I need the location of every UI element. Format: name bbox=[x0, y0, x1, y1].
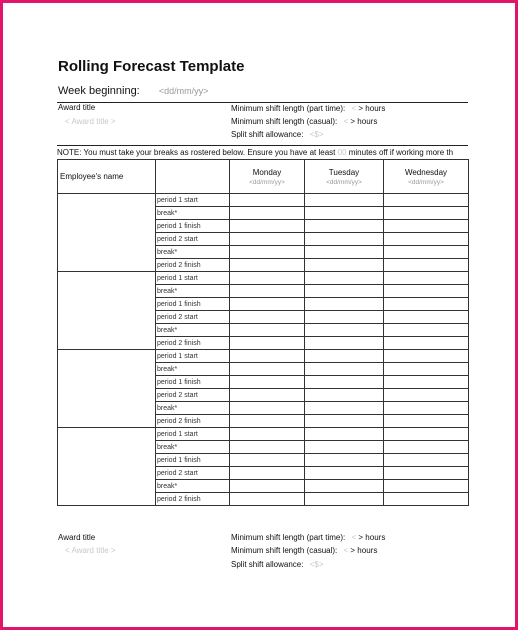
table-header-row bbox=[58, 160, 469, 194]
period-label: break* bbox=[156, 207, 230, 220]
table-row bbox=[58, 324, 469, 337]
employee-name-cell[interactable] bbox=[58, 493, 156, 506]
time-cell[interactable] bbox=[230, 233, 305, 246]
employee-name-cell[interactable] bbox=[58, 402, 156, 415]
period-label: period 2 start bbox=[156, 389, 230, 402]
period-label: period 2 finish bbox=[156, 337, 230, 350]
employee-name-cell[interactable] bbox=[58, 285, 156, 298]
time-cell[interactable] bbox=[305, 220, 384, 233]
day-name: Tuesday bbox=[328, 167, 360, 177]
roster-body bbox=[58, 194, 469, 506]
time-cell[interactable] bbox=[305, 311, 384, 324]
day-date-placeholder[interactable]: <dd/mm/yy> bbox=[249, 178, 285, 186]
period-label: period 2 finish bbox=[156, 493, 230, 506]
time-cell[interactable] bbox=[384, 285, 469, 298]
period-label: break* bbox=[156, 246, 230, 259]
table-row bbox=[58, 220, 469, 233]
day-header-wednesday bbox=[384, 160, 469, 194]
info-placeholder[interactable]: < bbox=[343, 546, 349, 555]
time-cell[interactable] bbox=[230, 272, 305, 285]
table-row bbox=[58, 207, 469, 220]
employee-name-cell[interactable] bbox=[58, 441, 156, 454]
info-label: Minimum shift length (casual): bbox=[231, 117, 338, 126]
period-label: break* bbox=[156, 441, 230, 454]
employee-name-cell[interactable] bbox=[58, 454, 156, 467]
table-row bbox=[58, 402, 469, 415]
award-title-label: Award title bbox=[58, 103, 96, 112]
time-cell[interactable] bbox=[305, 480, 384, 493]
time-cell[interactable] bbox=[230, 350, 305, 363]
time-cell[interactable] bbox=[384, 194, 469, 207]
period-label: period 2 finish bbox=[156, 415, 230, 428]
bottom-min-shift-casual bbox=[231, 546, 377, 555]
time-cell[interactable] bbox=[230, 389, 305, 402]
info-suffix: > hours bbox=[350, 117, 378, 126]
period-label: period 1 finish bbox=[156, 220, 230, 233]
table-row bbox=[58, 259, 469, 272]
time-cell[interactable] bbox=[384, 493, 469, 506]
time-cell[interactable] bbox=[305, 454, 384, 467]
time-cell[interactable] bbox=[230, 376, 305, 389]
time-cell[interactable] bbox=[305, 324, 384, 337]
time-cell[interactable] bbox=[230, 480, 305, 493]
employee-name-cell[interactable] bbox=[58, 415, 156, 428]
time-cell[interactable] bbox=[305, 194, 384, 207]
time-cell[interactable] bbox=[384, 259, 469, 272]
info-label: Split shift allowance: bbox=[231, 130, 304, 139]
info-label: Minimum shift length (part time): bbox=[231, 104, 346, 113]
table-row bbox=[58, 285, 469, 298]
period-label: break* bbox=[156, 285, 230, 298]
employee-name-cell[interactable] bbox=[58, 207, 156, 220]
time-cell[interactable] bbox=[230, 220, 305, 233]
time-cell[interactable] bbox=[305, 402, 384, 415]
time-cell[interactable] bbox=[384, 324, 469, 337]
period-label: break* bbox=[156, 363, 230, 376]
roster-table bbox=[57, 159, 469, 506]
time-cell[interactable] bbox=[305, 207, 384, 220]
time-cell[interactable] bbox=[305, 428, 384, 441]
period-header-blank bbox=[156, 160, 230, 194]
employee-name-cell[interactable] bbox=[58, 428, 156, 441]
info-placeholder[interactable]: < bbox=[351, 533, 357, 542]
employee-name-cell[interactable] bbox=[58, 272, 156, 285]
employee-name-cell[interactable] bbox=[58, 220, 156, 233]
table-row bbox=[58, 376, 469, 389]
table-row bbox=[58, 350, 469, 363]
table-row bbox=[58, 454, 469, 467]
note-suffix: minutes off if working more th bbox=[346, 148, 454, 157]
time-cell[interactable] bbox=[305, 415, 384, 428]
table-row bbox=[58, 493, 469, 506]
employee-name-cell[interactable] bbox=[58, 259, 156, 272]
bottom-min-shift-part-time bbox=[231, 533, 385, 542]
period-label: break* bbox=[156, 480, 230, 493]
time-cell[interactable] bbox=[305, 376, 384, 389]
week-label: Week beginning: bbox=[58, 85, 140, 97]
info-suffix: > hours bbox=[350, 546, 378, 555]
time-cell[interactable] bbox=[230, 311, 305, 324]
min-shift-casual bbox=[231, 117, 377, 126]
divider-top bbox=[57, 102, 468, 103]
table-row bbox=[58, 246, 469, 259]
time-cell[interactable] bbox=[230, 207, 305, 220]
time-cell[interactable] bbox=[384, 389, 469, 402]
table-row bbox=[58, 480, 469, 493]
table-row bbox=[58, 441, 469, 454]
time-cell[interactable] bbox=[230, 324, 305, 337]
time-cell[interactable] bbox=[230, 428, 305, 441]
time-cell[interactable] bbox=[230, 402, 305, 415]
employee-name-cell[interactable] bbox=[58, 298, 156, 311]
time-cell[interactable] bbox=[384, 272, 469, 285]
info-placeholder[interactable]: < bbox=[351, 104, 357, 113]
divider-note bbox=[57, 145, 468, 146]
period-label: period 2 finish bbox=[156, 259, 230, 272]
employee-name-cell[interactable] bbox=[58, 363, 156, 376]
time-cell[interactable] bbox=[384, 337, 469, 350]
time-cell[interactable] bbox=[384, 220, 469, 233]
period-label: period 1 finish bbox=[156, 454, 230, 467]
info-placeholder[interactable]: <$> bbox=[309, 560, 324, 569]
time-cell[interactable] bbox=[384, 415, 469, 428]
info-suffix: > hours bbox=[358, 533, 386, 542]
bottom-award-title-label: Award title bbox=[58, 533, 96, 542]
note-prefix: NOTE: You must take your breaks as rostered below. Ensure you have at least bbox=[57, 148, 338, 157]
period-label: period 2 start bbox=[156, 233, 230, 246]
week-beginning bbox=[58, 85, 208, 97]
time-cell[interactable] bbox=[384, 441, 469, 454]
table-row bbox=[58, 389, 469, 402]
employee-name-header: Employee's name bbox=[58, 160, 156, 194]
period-label: period 1 start bbox=[156, 272, 230, 285]
employee-name-cell[interactable] bbox=[58, 233, 156, 246]
time-cell[interactable] bbox=[384, 428, 469, 441]
time-cell[interactable] bbox=[305, 389, 384, 402]
time-cell[interactable] bbox=[305, 298, 384, 311]
time-cell[interactable] bbox=[230, 259, 305, 272]
time-cell[interactable] bbox=[305, 493, 384, 506]
time-cell[interactable] bbox=[384, 207, 469, 220]
bottom-split-shift-allowance bbox=[231, 560, 324, 569]
day-header-monday bbox=[230, 160, 305, 194]
table-row bbox=[58, 415, 469, 428]
info-label: Split shift allowance: bbox=[231, 560, 304, 569]
time-cell[interactable] bbox=[230, 337, 305, 350]
time-cell[interactable] bbox=[384, 480, 469, 493]
bottom-award-title-placeholder[interactable]: < Award title > bbox=[65, 546, 116, 555]
time-cell[interactable] bbox=[384, 350, 469, 363]
table-row bbox=[58, 337, 469, 350]
time-cell[interactable] bbox=[230, 415, 305, 428]
time-cell[interactable] bbox=[305, 363, 384, 376]
info-placeholder[interactable]: < bbox=[343, 117, 349, 126]
period-label: period 1 start bbox=[156, 350, 230, 363]
period-label: period 2 start bbox=[156, 311, 230, 324]
time-cell[interactable] bbox=[384, 246, 469, 259]
time-cell[interactable] bbox=[305, 285, 384, 298]
employee-name-cell[interactable] bbox=[58, 337, 156, 350]
min-shift-part-time bbox=[231, 104, 385, 113]
info-label: Minimum shift length (casual): bbox=[231, 546, 338, 555]
employee-name-cell[interactable] bbox=[58, 467, 156, 480]
time-cell[interactable] bbox=[384, 454, 469, 467]
period-label: period 2 start bbox=[156, 467, 230, 480]
week-date-placeholder[interactable]: <dd/mm/yy> bbox=[158, 86, 209, 96]
info-placeholder[interactable]: <$> bbox=[309, 130, 324, 139]
employee-name-cell[interactable] bbox=[58, 376, 156, 389]
time-cell[interactable] bbox=[305, 350, 384, 363]
table-row bbox=[58, 428, 469, 441]
employee-name-cell[interactable] bbox=[58, 311, 156, 324]
info-label: Minimum shift length (part time): bbox=[231, 533, 346, 542]
day-date-placeholder[interactable]: <dd/mm/yy> bbox=[408, 178, 444, 186]
table-row bbox=[58, 298, 469, 311]
time-cell[interactable] bbox=[230, 454, 305, 467]
time-cell[interactable] bbox=[384, 311, 469, 324]
employee-name-cell[interactable] bbox=[58, 194, 156, 207]
time-cell[interactable] bbox=[230, 285, 305, 298]
period-label: period 1 finish bbox=[156, 298, 230, 311]
employee-name-cell[interactable] bbox=[58, 324, 156, 337]
time-cell[interactable] bbox=[230, 441, 305, 454]
time-cell[interactable] bbox=[305, 337, 384, 350]
time-cell[interactable] bbox=[230, 363, 305, 376]
time-cell[interactable] bbox=[305, 467, 384, 480]
time-cell[interactable] bbox=[305, 246, 384, 259]
time-cell[interactable] bbox=[230, 467, 305, 480]
table-row bbox=[58, 363, 469, 376]
table-row bbox=[58, 467, 469, 480]
day-header-tuesday bbox=[305, 160, 384, 194]
time-cell[interactable] bbox=[305, 272, 384, 285]
time-cell[interactable] bbox=[384, 402, 469, 415]
break-note bbox=[57, 148, 468, 157]
time-cell[interactable] bbox=[384, 467, 469, 480]
split-shift-allowance bbox=[231, 130, 324, 139]
document-title: Rolling Forecast Template bbox=[58, 58, 245, 75]
table-row bbox=[58, 233, 469, 246]
employee-name-cell[interactable] bbox=[58, 246, 156, 259]
period-label: period 1 finish bbox=[156, 376, 230, 389]
time-cell[interactable] bbox=[305, 259, 384, 272]
period-label: break* bbox=[156, 402, 230, 415]
time-cell[interactable] bbox=[384, 363, 469, 376]
table-row bbox=[58, 194, 469, 207]
time-cell[interactable] bbox=[305, 233, 384, 246]
period-label: break* bbox=[156, 324, 230, 337]
time-cell[interactable] bbox=[384, 376, 469, 389]
time-cell[interactable] bbox=[230, 246, 305, 259]
day-date-placeholder[interactable]: <dd/mm/yy> bbox=[326, 178, 362, 186]
time-cell[interactable] bbox=[230, 194, 305, 207]
note-minutes-placeholder[interactable]: 00 bbox=[337, 148, 347, 157]
time-cell[interactable] bbox=[384, 298, 469, 311]
time-cell[interactable] bbox=[384, 233, 469, 246]
table-row bbox=[58, 311, 469, 324]
info-suffix: > hours bbox=[358, 104, 386, 113]
employee-name-cell[interactable] bbox=[58, 480, 156, 493]
day-name: Monday bbox=[252, 167, 282, 177]
period-label: period 1 start bbox=[156, 428, 230, 441]
award-title-placeholder[interactable]: < Award title > bbox=[65, 117, 116, 126]
time-cell[interactable] bbox=[230, 493, 305, 506]
period-label: period 1 start bbox=[156, 194, 230, 207]
employee-name-cell[interactable] bbox=[58, 389, 156, 402]
table-row bbox=[58, 272, 469, 285]
time-cell[interactable] bbox=[230, 298, 305, 311]
day-name: Wednesday bbox=[404, 167, 448, 177]
time-cell[interactable] bbox=[305, 441, 384, 454]
employee-name-cell[interactable] bbox=[58, 350, 156, 363]
